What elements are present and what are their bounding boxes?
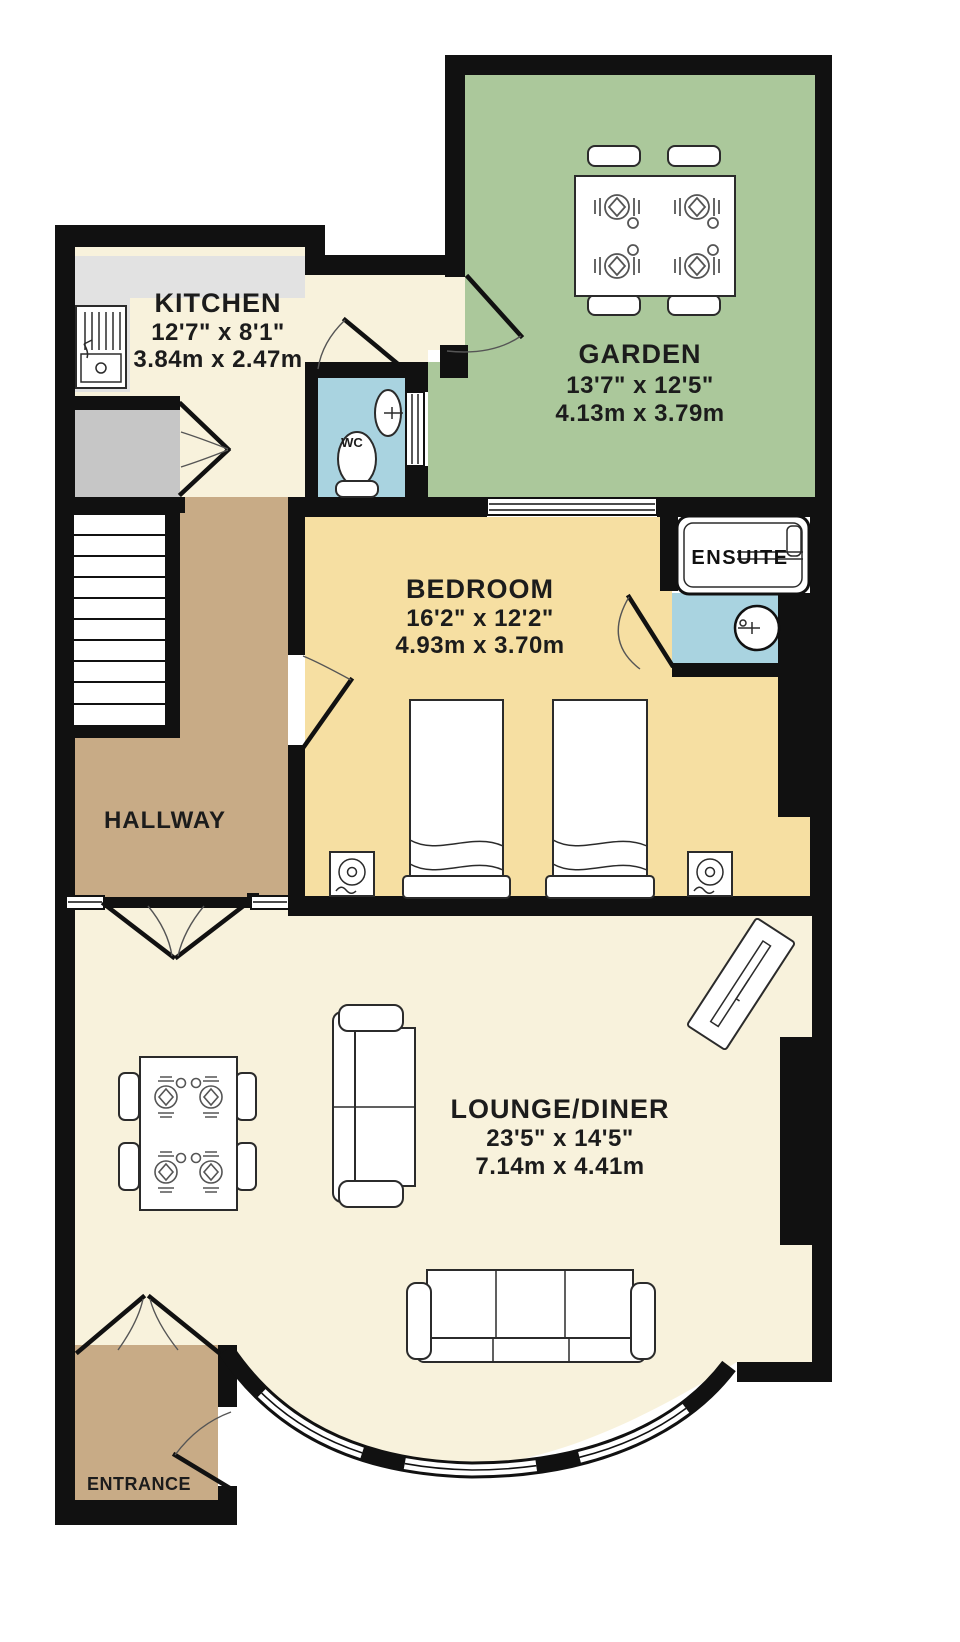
lounge-dims-imperial: 23'5" x 14'5" [486,1125,634,1152]
garden-label: GARDEN [578,339,702,369]
toilet-base [336,481,378,497]
bedroom-window [487,498,657,515]
sofa-2-seat-icon [333,1005,415,1207]
wc-label: WC [341,435,363,450]
garden-chair-icon [668,295,720,315]
sofa-arm [339,1181,403,1207]
storage-floor [75,398,180,497]
garden-dims-metric: 4.13m x 3.79m [555,400,725,427]
sofa-seats [427,1270,633,1342]
dining-table-icon [140,1057,237,1210]
dining-chair-icon [119,1143,139,1190]
bedroom-window-frame [487,498,657,515]
lounge-dims-metric: 7.14m x 4.41m [475,1153,645,1180]
bed-footboard [546,876,654,898]
sofa-arm [631,1283,655,1359]
dining-chair-icon [236,1143,256,1190]
dining-chair-icon [236,1073,256,1120]
dining-set [119,1057,256,1210]
sink-unit-body [76,306,126,388]
bedside-lamp-icon [688,852,732,896]
sofa-3-seat-icon [407,1270,655,1362]
bedroom-label: BEDROOM [406,574,554,604]
dining-chair-icon [119,1073,139,1120]
hallway-label: HALLWAY [103,807,227,834]
bedroom-dims-imperial: 16'2" x 12'2" [406,605,554,632]
ensuite-label: ENSUITE [691,547,789,569]
kitchen-label: KITCHEN [154,288,282,318]
kitchen-dims-imperial: 12'7" x 8'1" [151,319,285,346]
sofa-arm [407,1283,431,1359]
staircase-icon [72,513,167,727]
bed-mattress [553,700,647,880]
bedroom-dims-metric: 4.93m x 3.70m [395,632,565,659]
garden-chair-icon [588,146,640,166]
sofa-back [417,1338,645,1362]
kitchen-dims-metric: 3.84m x 2.47m [133,346,303,373]
garden-table-icon [575,176,735,296]
sink-unit-icon [76,306,126,388]
single-bed-icon [546,700,654,898]
wc-window [406,392,424,466]
garden-dims-imperial: 13'7" x 12'5" [566,372,714,399]
wc-window-frame [406,392,424,466]
garden-chair-icon [588,295,640,315]
bed-footboard [403,876,510,898]
bedside-lamp-icon [330,852,374,896]
garden-chair-icon [668,146,720,166]
entrance-label: ENTRANCE [86,1474,192,1494]
sofa-arm [339,1005,403,1031]
single-bed-icon [403,700,510,898]
bed-mattress [410,700,503,880]
lounge-label: LOUNGE/DINER [450,1094,670,1124]
